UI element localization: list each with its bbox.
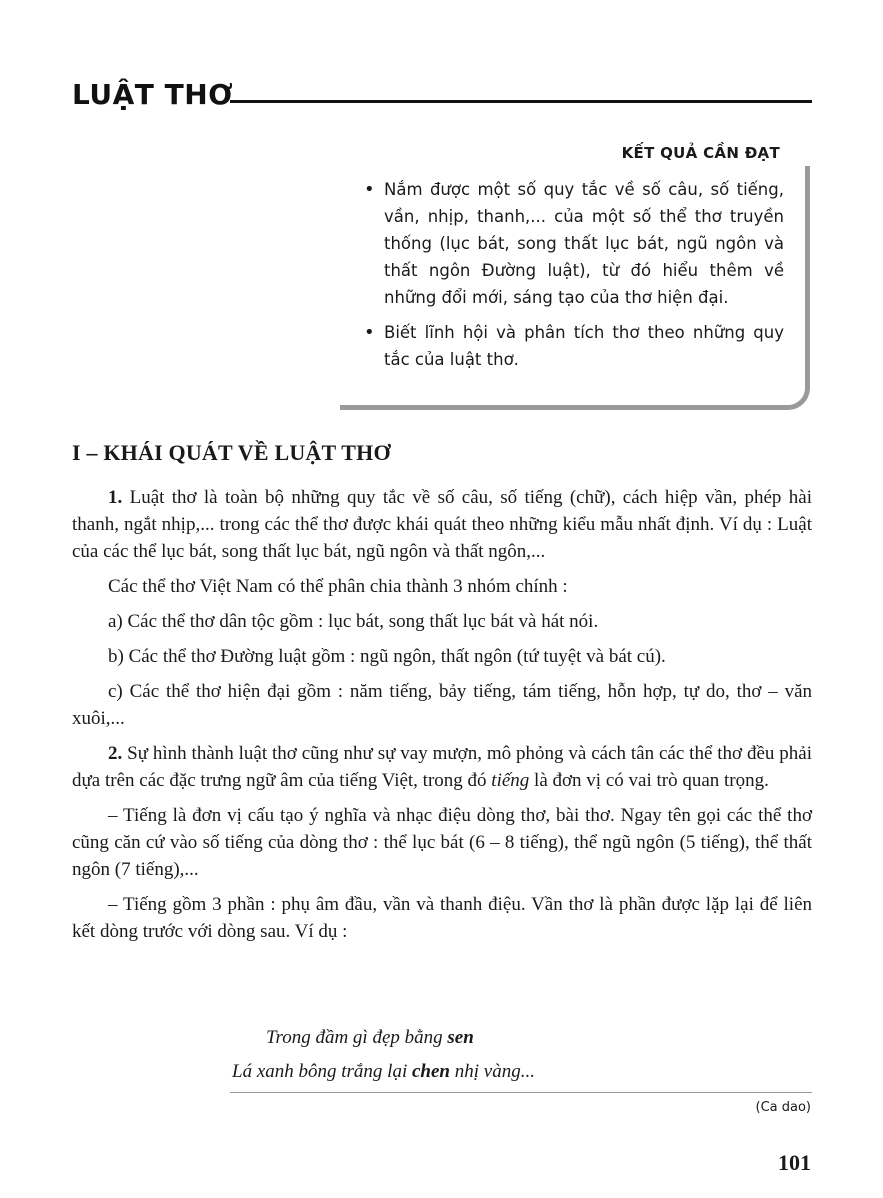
rhyme-word: chen: [411, 1061, 450, 1082]
paragraph-text: là đơn vị có vai trò quan trọng.: [529, 770, 769, 791]
page-title: LUẬT THƠ: [72, 78, 234, 111]
paragraph-number: 1.: [108, 487, 123, 508]
paragraph-4: b) Các thể thơ Đường luật gồm : ngũ ngôn, thất ngôn (tứ tuyệt và bát cú).: [108, 646, 666, 667]
paragraph-3: a) Các thể thơ dân tộc gồm : lục bát, song thất lục bát và hát nói.: [108, 611, 599, 632]
verse-source: (Ca dao): [755, 1100, 811, 1115]
section-heading: I – KHÁI QUÁT VỀ LUẬT THƠ: [72, 440, 391, 465]
objectives-box: [340, 140, 810, 410]
paragraph-5: c) Các thể thơ hiện đại gồm : năm tiếng, bảy tiếng, tám tiếng, hỗn hợp, tự do, thơ – văn xuôi,...: [72, 681, 812, 729]
title-row: [72, 78, 812, 118]
body-text: [72, 484, 812, 953]
objective-item: • Nắm được một số quy tắc về số câu, số tiếng, vần, nhịp, thanh,... của một số thể thơ truyền thống (lục bát, song thất lục bát, ngũ ngôn và thất ngôn Đường luật), từ đó hiểu thêm về những đổi mới, sáng tạo của thơ hiện đại.: [364, 176, 784, 311]
verse-line-1: Trong đầm gì đẹp bằng sen: [266, 1027, 474, 1048]
verse-line-2: Lá xanh bông trắng lại chen nhị vàng...: [232, 1061, 535, 1082]
paragraph-6: [72, 740, 812, 794]
paragraph-8: – Tiếng gồm 3 phần : phụ âm đầu, vần và thanh điệu. Vần thơ là phần được lặp lại để liên kết dòng trước với dòng sau. Ví dụ :: [72, 894, 812, 942]
paragraph-1: [72, 484, 812, 565]
paragraph-number: 2.: [108, 743, 123, 764]
paragraph-text: Luật thơ là toàn bộ những quy tắc về số câu, số tiếng (chữ), cách hiệp vần, phép hài thanh, ngắt nhịp,... trong các thể thơ được khái quát theo những kiểu mẫu nhất định. Ví dụ : Luật của các thể lục bát, song thất lục bát, ngũ ngôn và thất ngôn,...: [72, 487, 812, 562]
rhyme-word: sen: [447, 1027, 474, 1048]
title-rule: [230, 100, 812, 103]
emphasis: tiếng: [491, 770, 530, 791]
paragraph-7: – Tiếng là đơn vị cấu tạo ý nghĩa và nhạc điệu dòng thơ, bài thơ. Ngay tên gọi các thể thơ cũng căn cứ vào số tiếng của dòng thơ : thể lục bát (6 – 8 tiếng), thể ngũ ngôn (5 tiếng), thể thất ngôn (7 tiếng),...: [72, 805, 812, 880]
verse-rule: [230, 1092, 812, 1093]
objective-item: • Biết lĩnh hội và phân tích thơ theo những quy tắc của luật thơ.: [364, 319, 784, 373]
paragraph-2: Các thể thơ Việt Nam có thể phân chia thành 3 nhóm chính :: [108, 576, 568, 597]
objectives-list: [364, 176, 784, 381]
page-number: 101: [778, 1150, 811, 1175]
paragraph-text: Sự hình thành luật thơ cũng như sự vay mượn, mô phỏng và cách tân các thể thơ đều phải dựa trên các đặc trưng ngữ âm của tiếng Việt, trong đó: [72, 743, 812, 791]
objectives-heading: KẾT QUẢ CẦN ĐẠT: [621, 144, 780, 162]
